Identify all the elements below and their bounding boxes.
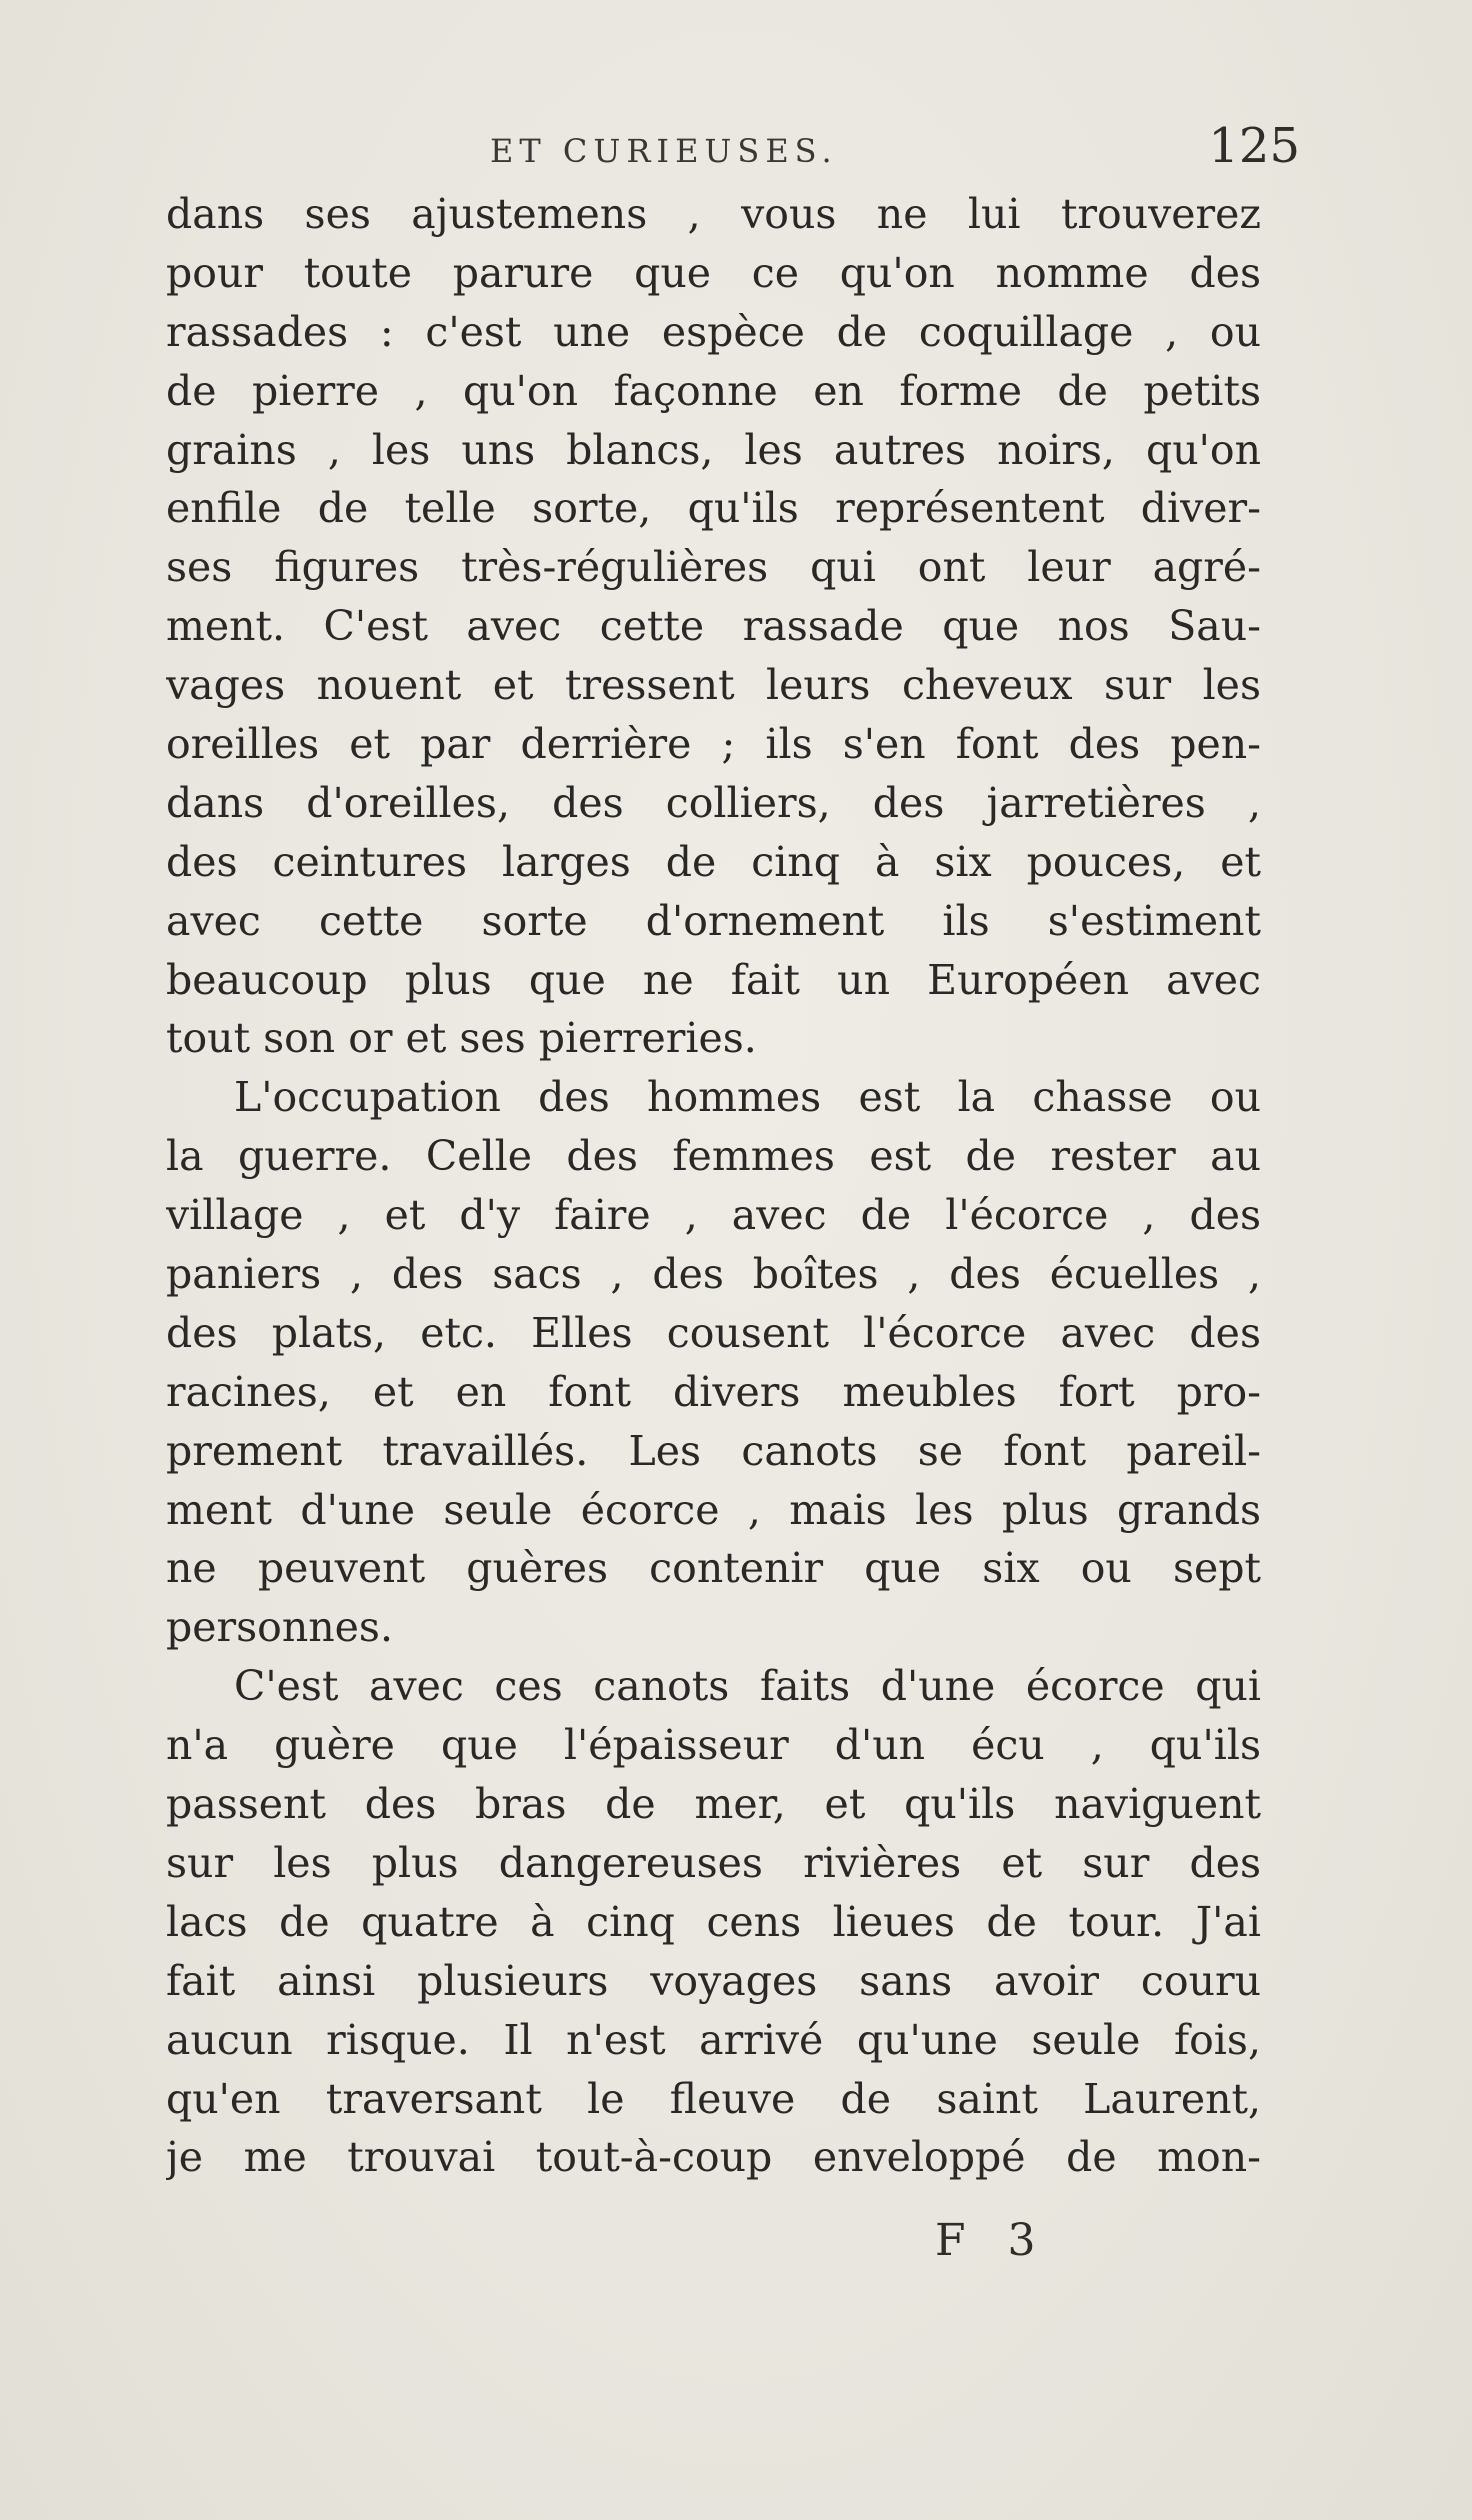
text-line: la guerre. Celle des femmes est de rester au <box>166 1132 1261 1181</box>
text-line: dans ses ajustemens , vous ne lui trouverez <box>166 190 1261 238</box>
text-line: vages nouent et tressent leurs cheveux sur les <box>166 661 1261 710</box>
text-line: grains , les uns blancs, les autres noirs, qu'on <box>166 425 1261 474</box>
running-head: ET CURIEUSES. <box>490 132 838 170</box>
text-line: village , et d'y faire , avec de l'écorce , des <box>166 1191 1261 1240</box>
text-line: sur les plus dangereuses rivières et sur des <box>166 1838 1261 1887</box>
text-line: ses figures très-régulières qui ont leur agré- <box>166 543 1261 592</box>
body-text <box>166 185 1261 2187</box>
text-line: n'a guère que l'épaisseur d'un écu , qu'ils <box>166 1721 1261 1770</box>
text-line: ment. C'est avec cette rassade que nos Sau- <box>166 602 1261 651</box>
text-line: C'est avec ces canots faits d'une écorce qui <box>234 1662 1261 1711</box>
text-line: tout son or et ses pierreries. <box>166 1014 757 1063</box>
text-line: fait ainsi plusieurs voyages sans avoir couru <box>166 1956 1261 2005</box>
text-line: aucun risque. Il n'est arrivé qu'une seule fois, <box>166 2015 1261 2064</box>
text-line: rassades : c'est une espèce de coquillage , ou <box>166 307 1261 356</box>
text-line: de pierre , qu'on façonne en forme de petits <box>166 366 1261 415</box>
text-line: je me trouvai tout-à-coup enveloppé de mon- <box>166 2133 1261 2182</box>
text-line: avec cette sorte d'ornement ils s'estiment <box>166 896 1261 945</box>
text-line: prement travaillés. Les canots se font pareil- <box>166 1426 1261 1475</box>
text-line: personnes. <box>166 1603 393 1652</box>
text-line: enfile de telle sorte, qu'ils représentent diver- <box>166 484 1261 533</box>
text-line: lacs de quatre à cinq cens lieues de tour. J'ai <box>166 1897 1261 1946</box>
text-line: dans d'oreilles, des colliers, des jarretières , <box>166 778 1261 827</box>
signature-mark: F 3 <box>935 2215 1050 2266</box>
text-line: ment d'une seule écorce , mais les plus grands <box>166 1485 1261 1534</box>
text-line: des plats, etc. Elles cousent l'écorce avec des <box>166 1308 1261 1357</box>
text-line: oreilles et par derrière ; ils s'en font des pen- <box>166 720 1261 769</box>
text-line: L'occupation des hommes est la chasse ou <box>234 1073 1261 1122</box>
text-line: paniers , des sacs , des boîtes , des écuelles , <box>166 1250 1261 1299</box>
text-line: qu'en traversant le fleuve de saint Laurent, <box>166 2074 1261 2123</box>
text-line: passent des bras de mer, et qu'ils naviguent <box>166 1780 1261 1829</box>
text-line: racines, et en font divers meubles fort pro- <box>166 1367 1261 1416</box>
text-line: des ceintures larges de cinq à six pouces, et <box>166 837 1261 886</box>
page-number: 125 <box>1208 118 1300 174</box>
text-line: ne peuvent guères contenir que six ou sept <box>166 1544 1261 1593</box>
text-line: beaucoup plus que ne fait un Européen avec <box>166 955 1261 1004</box>
text-line: pour toute parure que ce qu'on nomme des <box>166 248 1261 297</box>
